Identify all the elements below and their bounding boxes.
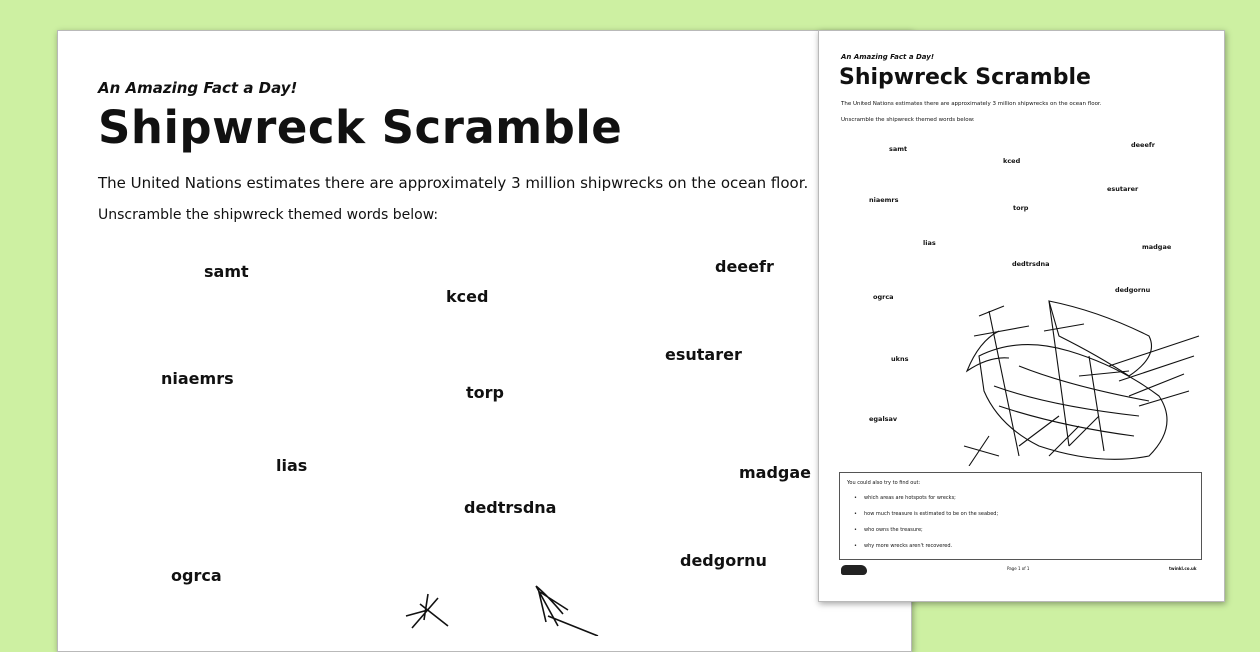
preview-title: Shipwreck Scramble xyxy=(839,65,1091,90)
preview-word: egalsav xyxy=(869,415,898,423)
preview-word: dedgornu xyxy=(1115,286,1151,294)
worksheet-instruction: Unscramble the shipwreck themed words below: xyxy=(98,207,439,223)
preview-word: ukns xyxy=(891,355,909,363)
extension-task-item: • which areas are hotspots for wrecks; xyxy=(864,495,956,501)
extension-task-item: • why more wrecks aren't recovered. xyxy=(864,543,952,549)
scrambled-word: esutarer xyxy=(665,345,742,364)
preview-word: samt xyxy=(889,145,908,153)
worksheet-preview-page xyxy=(818,30,1225,602)
scrambled-word: madgae xyxy=(739,463,812,482)
extension-task-item: • how much treasure is estimated to be on the seabed; xyxy=(864,511,998,517)
scrambled-word: torp xyxy=(466,383,504,402)
footer-url: twinkl.co.uk xyxy=(1169,566,1197,571)
preview-word: esutarer xyxy=(1107,185,1139,193)
preview-word: kced xyxy=(1003,157,1021,165)
extension-task-item: • who owns the treasure; xyxy=(864,527,923,533)
worksheet-title: Shipwreck Scramble xyxy=(98,101,623,154)
worksheet-fact: The United Nations estimates there are approximately 3 million shipwrecks on the ocean floor. xyxy=(98,174,809,192)
preview-word: deeefr xyxy=(1131,141,1155,149)
preview-word: lias xyxy=(923,239,936,247)
footer-page-number: Page 1 of 1 xyxy=(1007,566,1030,571)
preview-shipwreck-illustration xyxy=(959,296,1209,466)
preview-word: torp xyxy=(1013,204,1029,212)
shipwreck-illustration xyxy=(398,576,638,636)
scrambled-word: dedgornu xyxy=(680,551,767,570)
scrambled-word: kced xyxy=(446,287,489,306)
scrambled-word: lias xyxy=(276,456,308,475)
worksheet-kicker: An Amazing Fact a Day! xyxy=(98,79,298,97)
preview-fact: The United Nations estimates there are approximately 3 million shipwrecks on the ocean floor. xyxy=(841,101,1102,107)
scrambled-word: samt xyxy=(204,262,249,281)
extension-tasks-box xyxy=(839,472,1202,560)
scrambled-word: dedtrsdna xyxy=(464,498,557,517)
scrambled-word: niaemrs xyxy=(161,369,234,388)
extension-tasks-intro: You could also try to find out: xyxy=(847,480,921,486)
preview-word: niaemrs xyxy=(869,196,899,204)
scrambled-word: deeefr xyxy=(715,257,774,276)
preview-instruction: Unscramble the shipwreck themed words below: xyxy=(841,117,975,123)
preview-word: madgae xyxy=(1142,243,1172,251)
preview-kicker: An Amazing Fact a Day! xyxy=(841,53,935,61)
preview-word: dedtrsdna xyxy=(1012,260,1050,268)
preview-word: ogrca xyxy=(873,293,894,301)
worksheet-page xyxy=(57,30,912,652)
scrambled-word: ogrca xyxy=(171,566,222,585)
twinkl-logo-icon xyxy=(841,565,867,575)
